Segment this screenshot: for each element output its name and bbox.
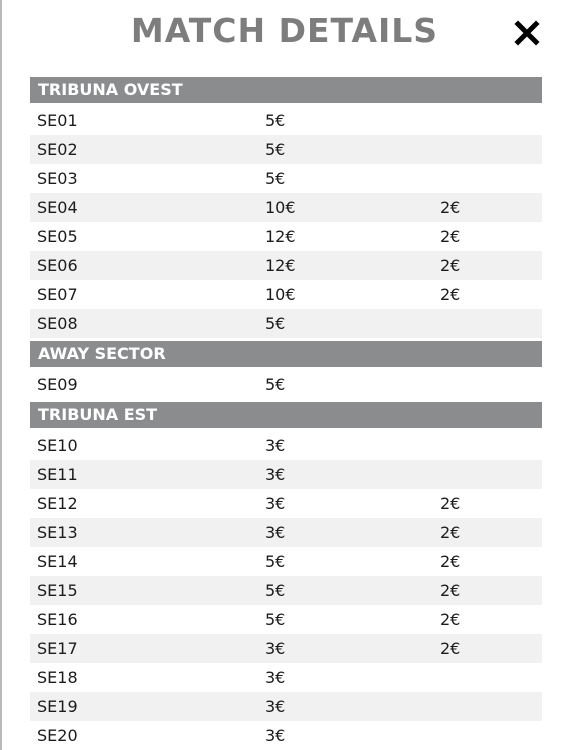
price-cell: 5€ (265, 375, 286, 394)
table-row (30, 193, 542, 222)
price-cell: 3€ (265, 465, 286, 484)
table-row (30, 663, 542, 692)
price-table (30, 77, 542, 750)
reduced-price-cell: 2€ (440, 198, 461, 217)
sector-cell: SE11 (37, 465, 78, 484)
table-row (30, 106, 542, 135)
reduced-price-cell: 2€ (440, 227, 461, 246)
table-row (30, 518, 542, 547)
table-row (30, 547, 542, 576)
price-cell: 5€ (265, 169, 286, 188)
sector-cell: SE16 (37, 610, 78, 629)
sector-cell: SE19 (37, 697, 78, 716)
reduced-price-cell: 2€ (440, 256, 461, 275)
sector-cell: SE02 (37, 140, 78, 159)
reduced-price-cell: 2€ (440, 494, 461, 513)
price-cell: 12€ (265, 227, 296, 246)
page-title: MATCH DETAILS (130, 11, 439, 50)
table-row (30, 280, 542, 309)
sector-cell: SE04 (37, 198, 78, 217)
table-row (30, 251, 542, 280)
table-row (30, 222, 542, 251)
price-cell: 3€ (265, 494, 286, 513)
sector-cell: SE05 (37, 227, 78, 246)
price-cell: 5€ (265, 610, 286, 629)
price-cell: 3€ (265, 726, 286, 745)
sector-cell: SE15 (37, 581, 78, 600)
sector-cell: SE01 (37, 111, 78, 130)
price-cell: 3€ (265, 436, 286, 455)
section-header: TRIBUNA OVEST (30, 77, 542, 103)
table-row (30, 135, 542, 164)
price-cell: 5€ (265, 581, 286, 600)
table-row (30, 634, 542, 663)
sector-cell: SE17 (37, 639, 78, 658)
table-row (30, 576, 542, 605)
reduced-price-cell: 2€ (440, 639, 461, 658)
sector-cell: SE20 (37, 726, 78, 745)
sector-cell: SE14 (37, 552, 78, 571)
close-button[interactable] (510, 16, 544, 50)
sector-cell: SE08 (37, 314, 78, 333)
reduced-price-cell: 2€ (440, 552, 461, 571)
price-cell: 3€ (265, 639, 286, 658)
modal-header (0, 0, 569, 64)
close-icon (510, 16, 544, 50)
table-row (30, 370, 542, 399)
modal-left-border (0, 0, 2, 750)
sector-cell: SE12 (37, 494, 78, 513)
table-row (30, 460, 542, 489)
section-header: TRIBUNA EST (30, 402, 542, 428)
table-row (30, 605, 542, 634)
price-cell: 3€ (265, 668, 286, 687)
sector-cell: SE10 (37, 436, 78, 455)
table-row (30, 489, 542, 518)
table-row (30, 431, 542, 460)
reduced-price-cell: 2€ (440, 581, 461, 600)
price-cell: 3€ (265, 697, 286, 716)
reduced-price-cell: 2€ (440, 610, 461, 629)
sector-cell: SE13 (37, 523, 78, 542)
price-cell: 12€ (265, 256, 296, 275)
sector-cell: SE07 (37, 285, 78, 304)
sector-cell: SE09 (37, 375, 78, 394)
sector-cell: SE18 (37, 668, 78, 687)
sector-cell: SE03 (37, 169, 78, 188)
table-row (30, 721, 542, 750)
reduced-price-cell: 2€ (440, 523, 461, 542)
price-cell: 3€ (265, 523, 286, 542)
table-row (30, 164, 542, 193)
section-header: AWAY SECTOR (30, 341, 542, 367)
reduced-price-cell: 2€ (440, 285, 461, 304)
price-cell: 5€ (265, 140, 286, 159)
table-row (30, 692, 542, 721)
price-cell: 5€ (265, 314, 286, 333)
price-cell: 10€ (265, 285, 296, 304)
price-cell: 10€ (265, 198, 296, 217)
price-cell: 5€ (265, 111, 286, 130)
sector-cell: SE06 (37, 256, 78, 275)
price-cell: 5€ (265, 552, 286, 571)
table-row (30, 309, 542, 338)
